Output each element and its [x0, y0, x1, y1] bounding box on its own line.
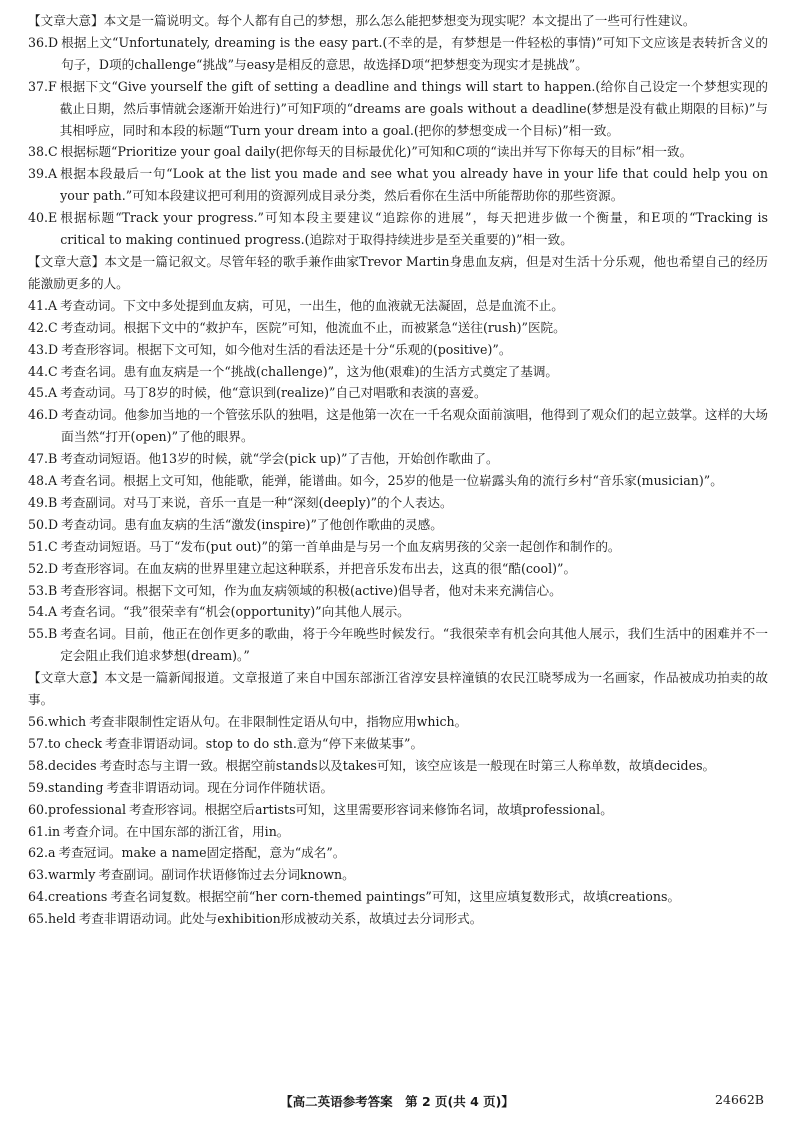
paper-code: 24662B: [715, 1092, 764, 1107]
answer-explanation: 考查名词。“我”很荣幸有“机会(opportunity)”向其他人展示。: [60, 604, 410, 620]
page-footer: [0, 1089, 794, 1113]
answer-number: 38.C: [28, 144, 58, 160]
answer-item: [28, 514, 768, 536]
answer-item: [28, 733, 768, 755]
answer-number: 57.to check: [28, 735, 102, 751]
answer-number: 37.F: [28, 78, 57, 94]
answer-explanation: 根据本段最后一句“Look at the list you made and see what you already have in your life that could help you on your path.”可知本段建议把可利用的资源列成目录分类，然后看你在生活中所能帮助你的那些资源。: [60, 166, 768, 204]
answer-item: [28, 711, 768, 733]
answer-item: [28, 339, 768, 361]
answer-item: [28, 492, 768, 514]
answer-item: [28, 558, 768, 580]
answer-explanation: 考查名词复数。根据空前“her corn-themed paintings”可知，这里应填复数形式，故填creations。: [110, 889, 681, 905]
article-summary: 【文章大意】本文是一篇说明文。每个人都有自己的梦想，那么怎么能把梦想变为现实呢？本文提出了一些可行性建议。: [28, 13, 696, 28]
answer-explanation: 考查形容词。根据下文可知，如今他对生活的看法还是十分“乐观的(positive)”。: [61, 341, 512, 357]
answer-number: 42.C: [28, 319, 58, 335]
answer-explanation: 根据标题“Prioritize your goal daily(把你每天的目标最优化)”可知和C项的“读出并写下你每天的目标”相一致。: [60, 144, 693, 160]
answer-number: 65.held: [28, 911, 76, 927]
answer-item: [28, 799, 768, 821]
answer-item: [28, 141, 768, 163]
answer-explanation: 考查副词。对马丁来说，音乐一直是一种“深刻(deeply)”的个人表达。: [60, 494, 453, 510]
answer-item: [28, 448, 768, 470]
answer-item: [28, 295, 768, 317]
answer-number: 51.C: [28, 538, 58, 554]
answer-number: 62.a: [28, 845, 56, 861]
answer-explanation: 考查非谓语动词。现在分词作伴随状语。: [106, 779, 334, 795]
article-summary: 【文章大意】本文是一篇记叙文。尽管年轻的歌手兼作曲家Trevor Martin身患血友病，但是对生活十分乐观，他也希望自己的经历能激励更多的人。: [28, 253, 768, 291]
answer-number: 64.creations: [28, 889, 108, 905]
answer-explanation: 考查动词。马丁8岁的时候，他“意识到(realize)”自己对唱歌和表演的喜爱。: [60, 385, 487, 401]
answer-number: 48.A: [28, 473, 58, 489]
answer-number: 47.B: [28, 451, 58, 467]
answer-explanation: 考查动词。根据下文中的“救护车，医院”可知，他流血不止，而被紧急“送往(rush)”医院。: [60, 319, 566, 335]
answer-number: 55.B: [28, 626, 58, 642]
answer-number: 52.D: [28, 560, 59, 576]
answer-explanation: 考查动词。患有血友病的生活“激发(inspire)”了他创作歌曲的灵感。: [61, 516, 443, 532]
footer-title: 【高二英语参考答案 第 2 页(共 4 页)】: [280, 1094, 514, 1109]
answer-number: 60.professional: [28, 801, 126, 817]
answer-explanation: 考查动词短语。他13岁的时候，就“学会(pick up)”了吉他，开始创作歌曲了。: [60, 451, 499, 467]
answer-item: [28, 361, 768, 383]
answer-number: 46.D: [28, 407, 59, 423]
answer-item: [28, 864, 768, 886]
answer-explanation: 考查动词短语。马丁“发布(put out)”的第一首单曲是与另一个血友病男孩的父亲一起创作和制作的。: [60, 538, 621, 554]
answer-item: [28, 623, 768, 667]
answer-number: 36.D: [28, 34, 59, 50]
answer-number: 49.B: [28, 494, 58, 510]
answer-number: 39.A: [28, 166, 58, 182]
answer-item: [28, 32, 768, 76]
answer-number: 50.D: [28, 516, 59, 532]
answer-item: [28, 207, 768, 251]
answer-number: 53.B: [28, 582, 58, 598]
answer-explanation: 考查动词。下文中多处提到血友病，可见，一出生，他的血液就无法凝固，总是血流不止。: [60, 297, 564, 313]
answer-item: [28, 908, 768, 930]
answer-number: 61.in: [28, 823, 61, 839]
answer-number: 56.which: [28, 714, 87, 729]
answer-explanation: 考查非谓语动词。stop to do sth.意为“停下来做某事”。: [104, 735, 424, 751]
answer-explanation: 考查时态与主谓一致。根据空前stands以及takes可知，该空应该是一般现在时第三人称单数，故填decides。: [99, 757, 716, 773]
answer-explanation: 考查名词。根据上文可知，他能歌，能弹，能谱曲。如今，25岁的他是一位崭露头角的流行乡村“音乐家(musician)”。: [60, 473, 723, 489]
answer-item: [28, 163, 768, 207]
answer-number: 41.A: [28, 297, 58, 313]
answer-number: 43.D: [28, 341, 59, 357]
answer-explanation: 考查形容词。根据空后artists可知，这里需要形容词来修饰名词，故填professional。: [129, 801, 613, 817]
answer-item: [28, 821, 768, 843]
answer-item: [28, 601, 768, 623]
answer-number: 54.A: [28, 604, 58, 620]
article-summary: 【文章大意】本文是一篇新闻报道。文章报道了来自中国东部浙江省淳安县梓潼镇的农民江晓琴成为一名画家，作品被成功拍卖的故事。: [28, 670, 768, 708]
answer-explanation: 考查介词。在中国东部的浙江省，用in。: [63, 823, 290, 839]
answer-number: 59.standing: [28, 779, 104, 795]
answer-explanation: 考查非限制性定语从句。在非限制性定语从句中，指物应用which。: [89, 714, 468, 729]
answer-explanation: 考查非谓语动词。此处与exhibition形成被动关系，故填过去分词形式。: [78, 911, 483, 927]
answer-number: 63.warmly: [28, 867, 96, 883]
answer-item: [28, 470, 768, 492]
answer-number: 45.A: [28, 385, 58, 401]
answer-item: [28, 317, 768, 339]
answer-item: [28, 536, 768, 558]
answer-explanation: 考查冠词。make a name固定搭配，意为“成名”。: [58, 845, 346, 861]
answer-item: [28, 777, 768, 799]
answer-number: 40.E: [28, 210, 58, 226]
answer-explanation: 考查形容词。在血友病的世界里建立起这种联系，并把音乐发布出去，这真的很“酷(cool)”。: [61, 560, 577, 576]
answer-item: [28, 382, 768, 404]
answer-item: [28, 842, 768, 864]
answer-item: [28, 755, 768, 777]
answer-number: 44.C: [28, 363, 58, 379]
answer-explanation: 根据标题“Track your progress.”可知本段主要建议“追踪你的进展”，每天把进步做一个衡量，和E项的“Tracking is critical to making continued progress.(追踪对于取得持续进步是至关重要的)”相一致。: [60, 210, 768, 248]
answer-item: [28, 76, 768, 142]
answer-item: [28, 580, 768, 602]
answer-explanation: 根据下文“Give yourself the gift of setting a deadline and things will start to happen.(给你自己设定一个梦想实现的截止日期，然后事情就会逐渐开始进行)”可知F项的“dreams are goals without a deadline(梦想是没有截止期限的目标)”与其相呼应，同时和本段的标题“Turn your dream into a goal.(把你的梦想变成一个目标)”相一致。: [59, 78, 768, 138]
answer-item: [28, 886, 768, 908]
answer-explanation: 根据上文“Unfortunately, dreaming is the easy part.(不幸的是，有梦想是一件轻松的事情)”可知下文应该是表转折含义的句子，D项的challenge“挑战”与easy是相反的意思，故选择D项“把梦想变为现实才是挑战”。: [61, 34, 768, 72]
answer-explanation: 考查形容词。根据下文可知，作为血友病领域的积极(active)倡导者，他对未来充满信心。: [60, 582, 562, 598]
answer-number: 58.decides: [28, 757, 97, 773]
answer-key-content: [28, 10, 768, 930]
answer-item: [28, 404, 768, 448]
answer-explanation: 考查副词。副词作状语修饰过去分词known。: [98, 867, 355, 883]
answer-explanation: 考查名词。目前，他正在创作更多的歌曲，将于今年晚些时候发行。“我很荣幸有机会向其他人展示，我们生活中的困难并不一定会阻止我们追求梦想(dream)。”: [60, 626, 768, 664]
answer-explanation: 考查动词。他参加当地的一个管弦乐队的独唱，这是他第一次在一千名观众面前演唱，他得到了观众们的起立鼓掌。这样的大场面当然“打开(open)”了他的眼界。: [61, 407, 768, 445]
answer-explanation: 考查名词。患有血友病是一个“挑战(challenge)”，这为他(艰难)的生活方式奠定了基调。: [60, 363, 559, 379]
